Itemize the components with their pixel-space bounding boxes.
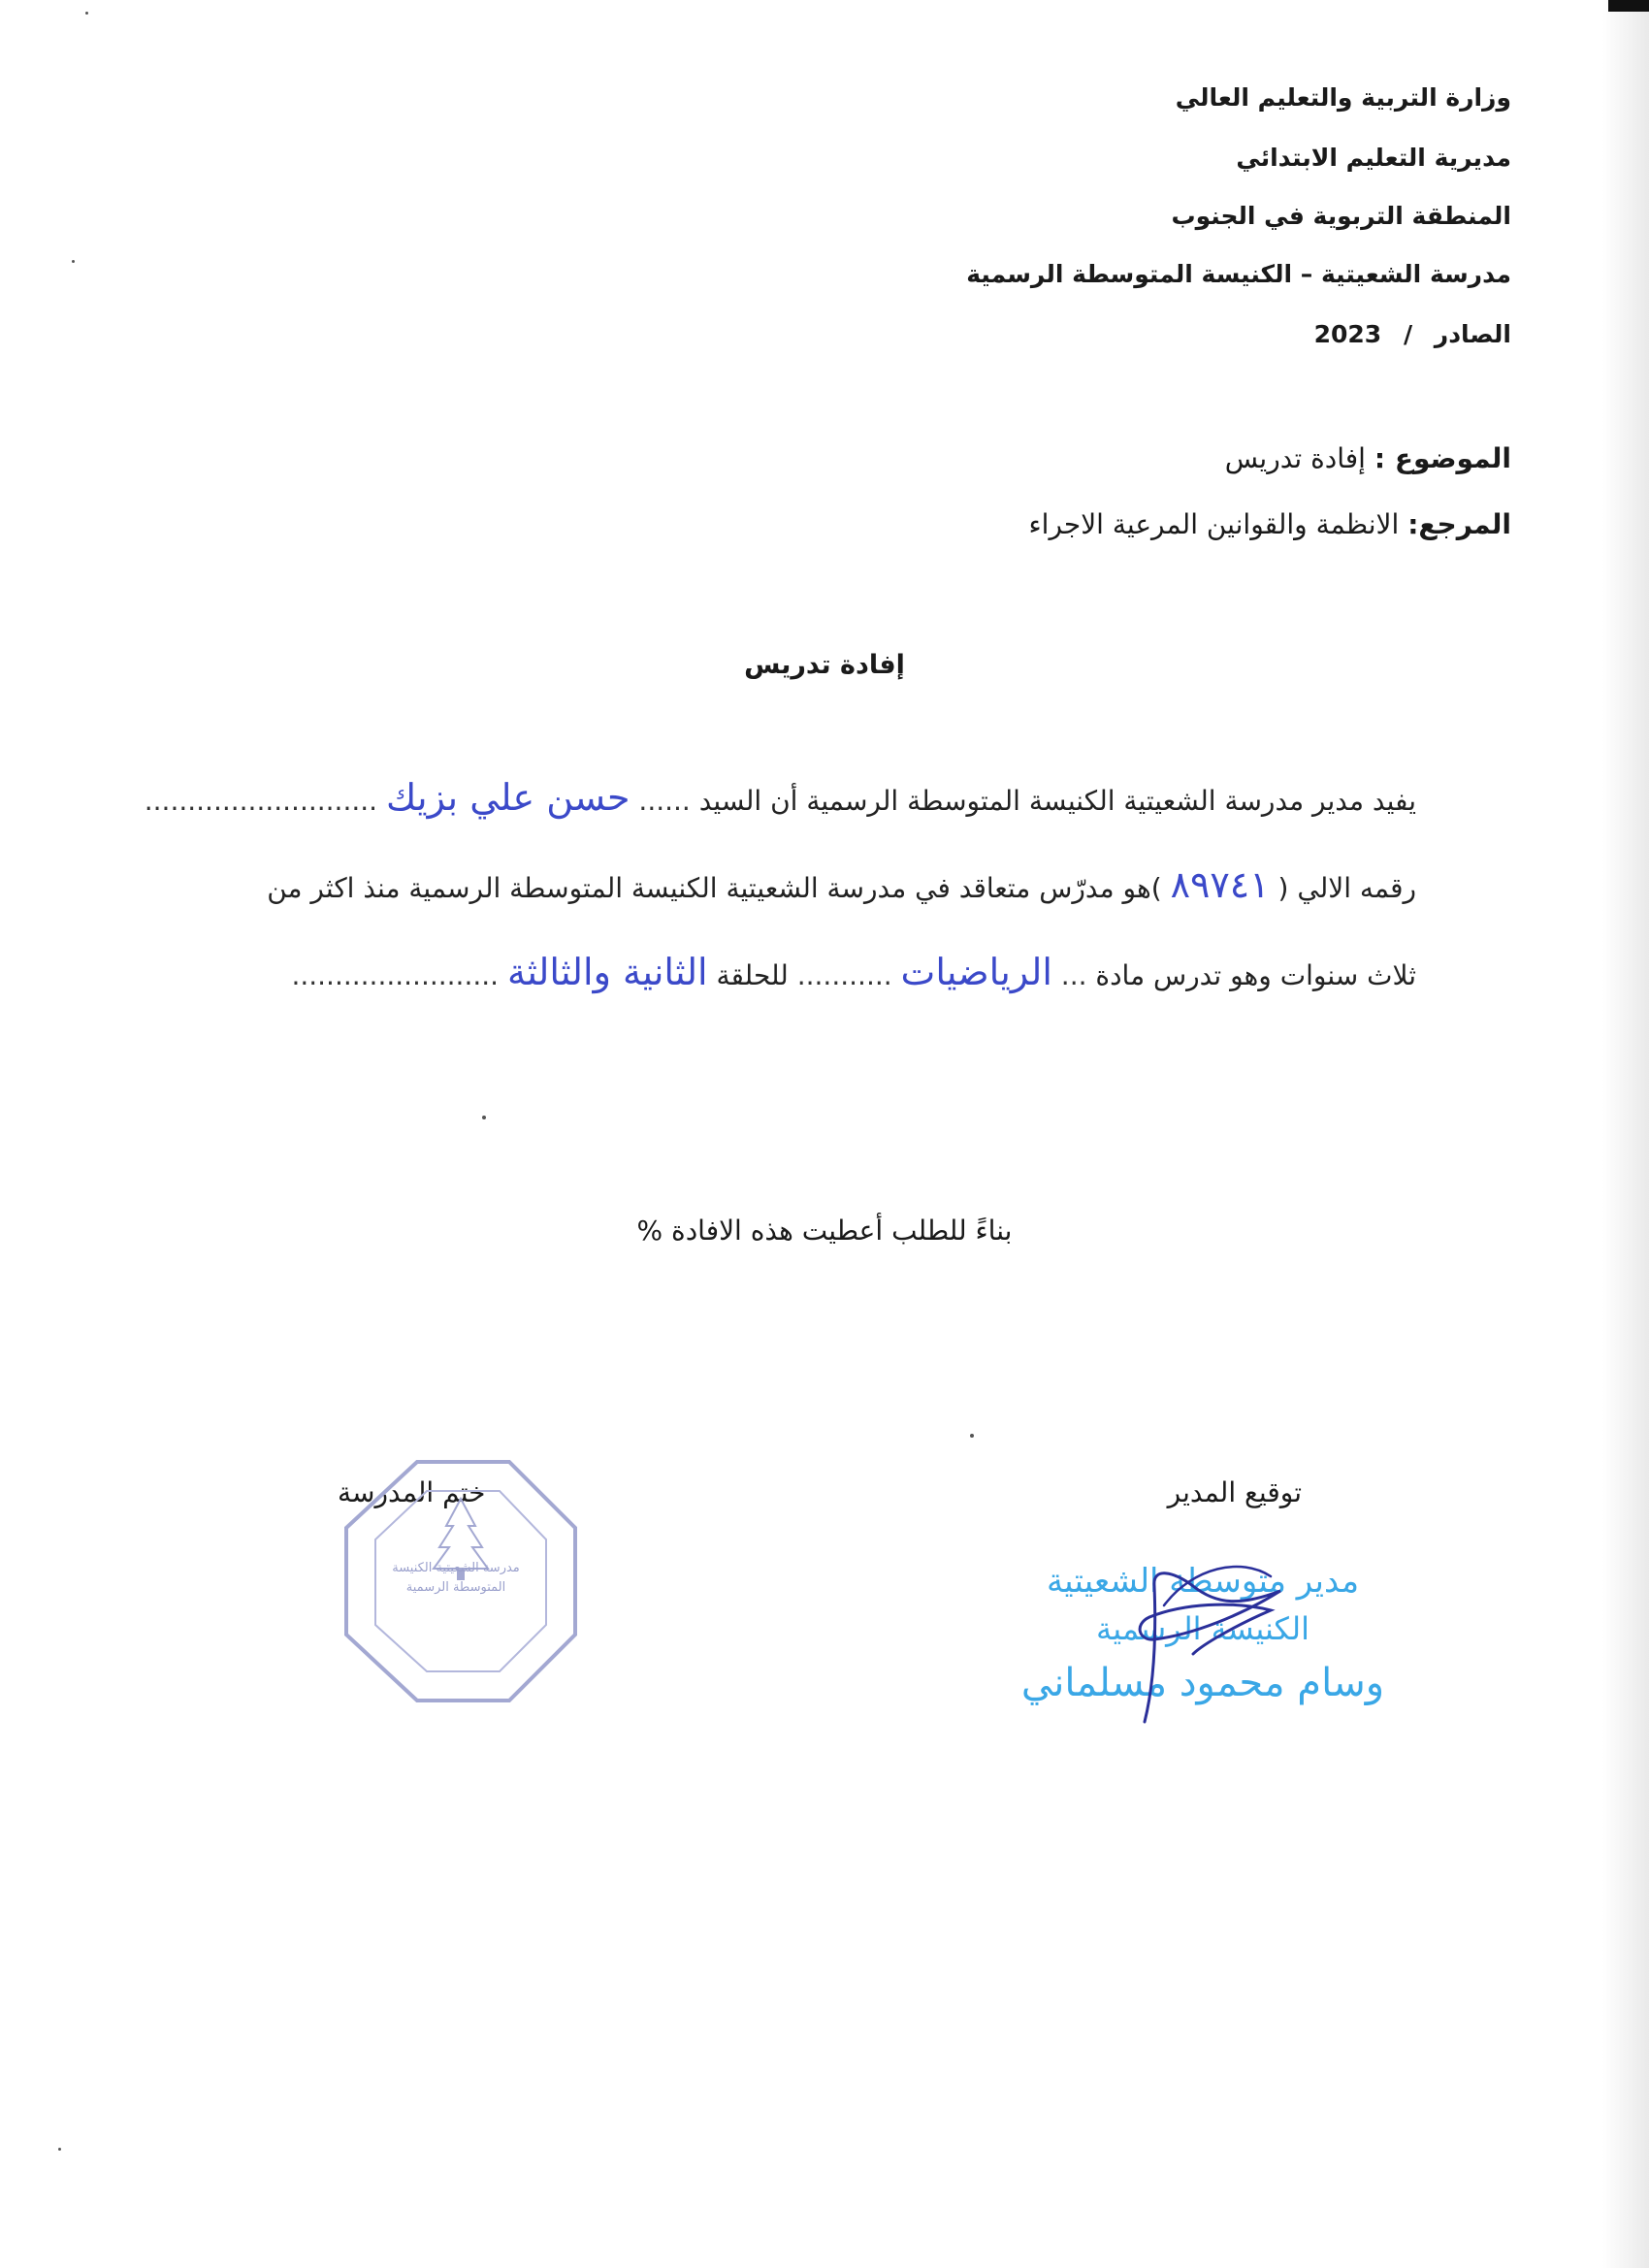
reference-value: الانظمة والقوانين المرعية الاجراء xyxy=(1028,508,1400,540)
scan-edge-shadow xyxy=(1602,0,1649,2268)
body-line-1-text: يفيد مدير مدرسة الشعيتية الكنيسة المتوسطة الرسمية أن السيد xyxy=(698,785,1416,817)
closing-statement: بناءً للطلب أعطيت هذه الافادة % xyxy=(636,1215,1013,1247)
teacher-name-handwritten: حسن علي بزيك xyxy=(385,776,630,819)
reference-line xyxy=(1029,508,1512,540)
issued-separator: / xyxy=(1403,320,1413,348)
body-line-1: يفيد مدير مدرسة الشعيتية الكنيسة المتوسطة الرسمية أن السيد ...... حسن علي بزيك ........................... xyxy=(144,776,1416,819)
body-line-3-text-b: للحلقة xyxy=(716,959,789,991)
school-stamp-text: مدرسة الشعيتية الكنيسة المتوسطة الرسمية xyxy=(392,1561,520,1595)
scan-edge-mark xyxy=(1608,0,1649,12)
region-name: المنطقة التربوية في الجنوب xyxy=(1171,202,1511,230)
issued-year: 2023 xyxy=(1313,320,1382,348)
cycle-handwritten: الثانية والثالثة xyxy=(506,951,708,993)
subject-label: الموضوع : xyxy=(1374,442,1511,474)
principal-stamp-line-3: وسام محمود مسلماني xyxy=(1020,1661,1385,1705)
line3-dots: ........................ xyxy=(291,959,500,991)
body-line-3-text-a: ثلاث سنوات وهو تدرس مادة xyxy=(1095,959,1416,991)
principal-signature-label: توقيع المدير xyxy=(1167,1476,1302,1508)
school-stamp xyxy=(325,1450,597,1722)
teacher-number-handwritten: ٨٩٧٤١ xyxy=(1170,863,1270,906)
principal-stamp-line-2: الكنيسة الرسمية xyxy=(1096,1610,1310,1647)
ministry-name: وزارة التربية والتعليم العالي xyxy=(1175,83,1511,112)
scan-speck xyxy=(970,1434,974,1438)
subject-value: إفادة تدريس xyxy=(1224,442,1366,474)
body-line-2-text-b: )هو مدرّس متعاقد في مدرسة الشعيتية الكنيسة المتوسطة الرسمية منذ اكثر من xyxy=(267,872,1162,904)
principal-stamp-line-1: مدير متوسطة الشعيتية xyxy=(1046,1562,1360,1601)
issued-line xyxy=(1314,320,1511,348)
scan-speck xyxy=(72,260,75,263)
reference-label: المرجع: xyxy=(1407,508,1511,540)
school-name: مدرسة الشعيتية – الكنيسة المتوسطة الرسمية xyxy=(966,260,1511,288)
issued-label: الصادر xyxy=(1434,320,1511,348)
subject-line xyxy=(1225,442,1511,474)
directorate-name: مديرية التعليم الابتدائي xyxy=(1236,144,1511,172)
scan-speck xyxy=(482,1116,486,1119)
document-title: إفادة تدريس xyxy=(744,650,905,680)
principal-signature xyxy=(1048,1547,1339,1741)
scan-speck xyxy=(85,12,88,15)
school-stamp-label: ختم المدرسة xyxy=(338,1476,486,1508)
body-line-3: ثلاث سنوات وهو تدرس مادة ... الرياضيات ........... للحلقة الثانية والثالثة ........................ xyxy=(291,951,1416,993)
scan-speck xyxy=(58,2148,61,2151)
line1-dots: ........................... xyxy=(144,785,378,817)
body-line-2-text-a: رقمه الالي ( xyxy=(1277,872,1416,904)
subject-handwritten: الرياضيات xyxy=(900,951,1052,993)
body-line-2 xyxy=(267,863,1416,906)
